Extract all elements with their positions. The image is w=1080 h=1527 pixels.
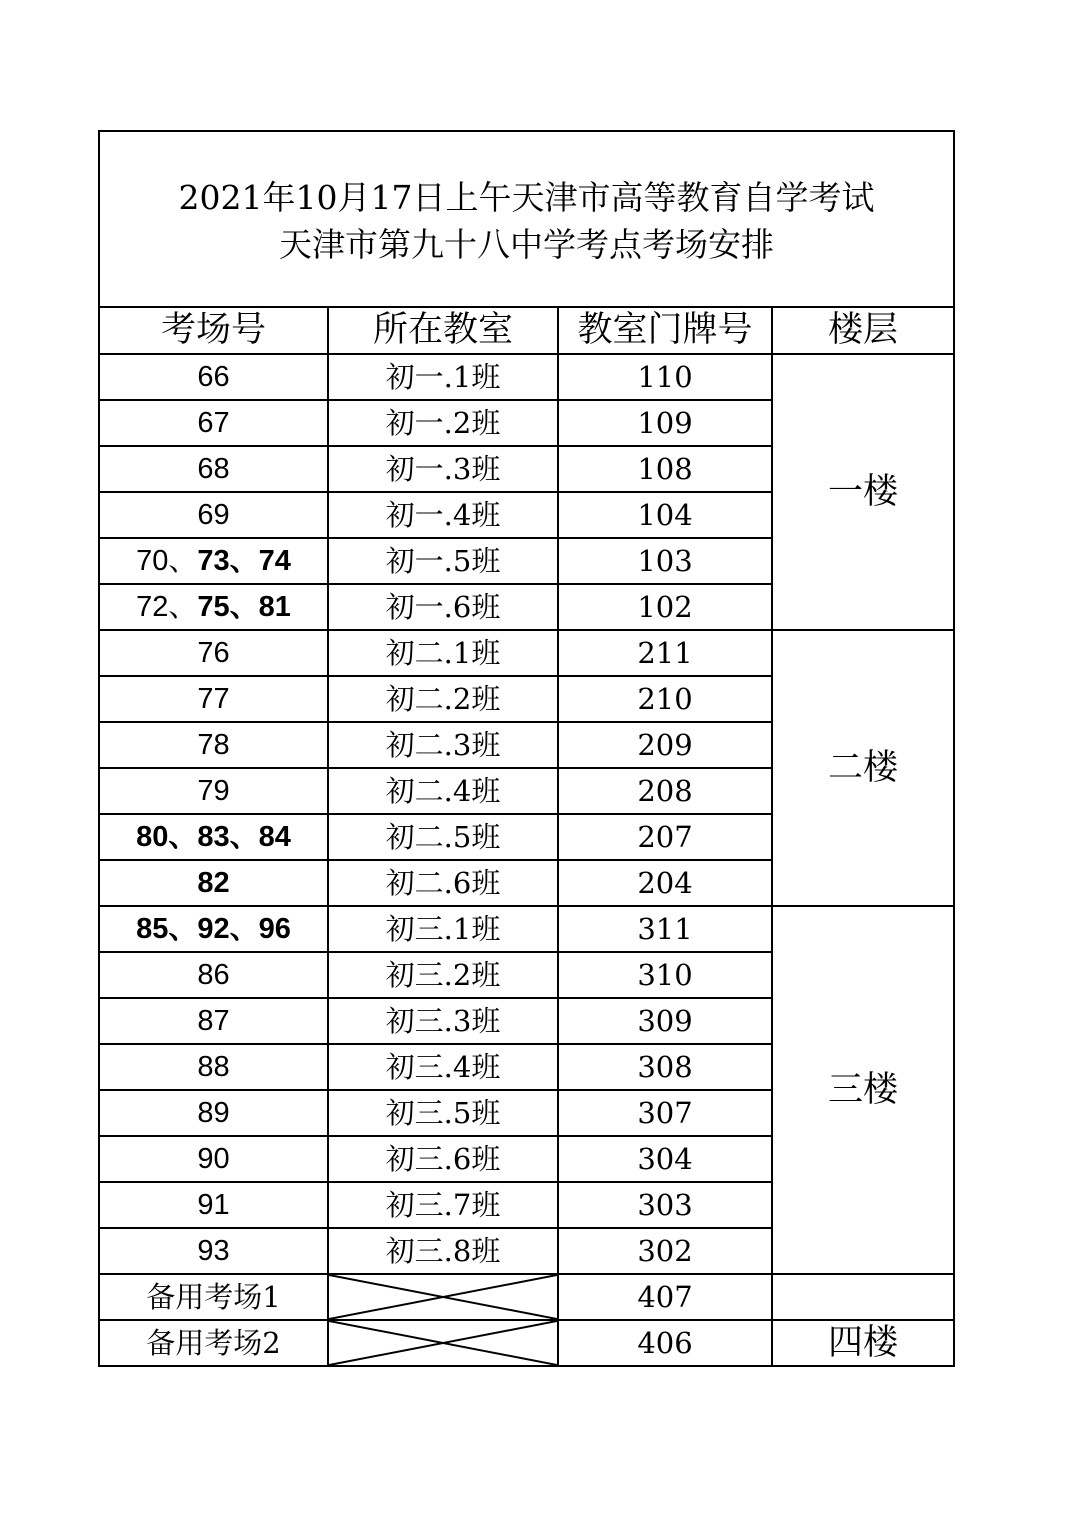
door-number-cell: 302	[558, 1228, 772, 1274]
room-number-cell	[99, 1228, 328, 1274]
room-number-cell	[99, 814, 328, 860]
classroom-cell: 初二.6班	[328, 860, 558, 906]
crossed-out-cell	[328, 1320, 558, 1366]
classroom-cell: 初三.5班	[328, 1090, 558, 1136]
classroom-cell: 初二.2班	[328, 676, 558, 722]
spare-room-label: 备用考场2	[99, 1320, 328, 1366]
room-number-plain: 72、	[136, 591, 198, 623]
room-number-plain: 66	[197, 361, 230, 393]
room-number-plain: 77	[197, 683, 230, 715]
classroom-cell: 初三.7班	[328, 1182, 558, 1228]
door-number-cell: 310	[558, 952, 772, 998]
room-number-plain: 86	[197, 959, 230, 991]
room-number-cell	[99, 538, 328, 584]
door-number-cell: 308	[558, 1044, 772, 1090]
classroom-cell: 初三.6班	[328, 1136, 558, 1182]
room-number-cell	[99, 952, 328, 998]
table-row	[99, 906, 954, 952]
door-number-cell: 110	[558, 354, 772, 400]
room-number-plain: 93	[197, 1235, 230, 1267]
table-row	[99, 630, 954, 676]
room-number-plain: 91	[197, 1189, 230, 1221]
document-title	[99, 131, 954, 307]
room-number-plain: 67	[197, 407, 230, 439]
exam-room-arrangement-table	[98, 130, 955, 1367]
door-number-cell: 407	[558, 1274, 772, 1320]
classroom-cell: 初一.4班	[328, 492, 558, 538]
classroom-cell: 初二.5班	[328, 814, 558, 860]
room-number-cell	[99, 1182, 328, 1228]
room-number-plain: 70、	[136, 545, 198, 577]
room-number-cell	[99, 492, 328, 538]
classroom-cell: 初一.3班	[328, 446, 558, 492]
classroom-cell: 初三.4班	[328, 1044, 558, 1090]
classroom-cell: 初一.2班	[328, 400, 558, 446]
room-number-plain: 88	[197, 1051, 230, 1083]
header-floor: 楼层	[772, 307, 954, 354]
room-number-cell	[99, 354, 328, 400]
classroom-cell: 初一.1班	[328, 354, 558, 400]
door-number-cell: 102	[558, 584, 772, 630]
room-number-plain: 79	[197, 775, 230, 807]
room-number-plain: 68	[197, 453, 230, 485]
room-number-cell	[99, 584, 328, 630]
room-number-cell	[99, 1136, 328, 1182]
spare-room-row	[99, 1274, 954, 1320]
room-number-plain: 76	[197, 637, 230, 669]
door-number-cell: 207	[558, 814, 772, 860]
door-number-cell: 204	[558, 860, 772, 906]
header-classroom: 所在教室	[328, 307, 558, 354]
classroom-cell: 初一.5班	[328, 538, 558, 584]
classroom-cell: 初三.8班	[328, 1228, 558, 1274]
door-number-cell: 309	[558, 998, 772, 1044]
room-number-plain: 78	[197, 729, 230, 761]
spare-room-label: 备用考场1	[99, 1274, 328, 1320]
classroom-cell: 初一.6班	[328, 584, 558, 630]
room-number-bold: 80、83、84	[136, 821, 291, 853]
crossed-out-cell	[328, 1274, 558, 1320]
classroom-cell: 初二.3班	[328, 722, 558, 768]
door-number-cell: 307	[558, 1090, 772, 1136]
spare-room-row	[99, 1320, 954, 1366]
door-number-cell: 109	[558, 400, 772, 446]
room-number-plain: 69	[197, 499, 230, 531]
room-number-bold: 75、81	[197, 591, 291, 623]
classroom-cell: 初三.2班	[328, 952, 558, 998]
title-line-1: 2021年10月17日上午天津市高等教育自学考试	[178, 178, 875, 217]
door-number-cell: 311	[558, 906, 772, 952]
door-number-cell: 406	[558, 1320, 772, 1366]
room-number-cell	[99, 722, 328, 768]
room-number-plain: 87	[197, 1005, 230, 1037]
title-row	[99, 131, 954, 307]
floor-cell-second: 二楼	[772, 630, 954, 906]
floor-cell-third: 三楼	[772, 906, 954, 1274]
room-number-cell	[99, 906, 328, 952]
door-number-cell: 103	[558, 538, 772, 584]
table-row	[99, 354, 954, 400]
room-number-bold: 73、74	[197, 545, 291, 577]
title-line-2: 天津市第九十八中学考点考场安排	[279, 225, 775, 264]
door-number-cell: 211	[558, 630, 772, 676]
door-number-cell: 303	[558, 1182, 772, 1228]
door-number-cell: 304	[558, 1136, 772, 1182]
floor-cell-fourth: 四楼	[772, 1320, 954, 1366]
door-number-cell: 210	[558, 676, 772, 722]
room-number-cell	[99, 676, 328, 722]
classroom-cell: 初三.1班	[328, 906, 558, 952]
room-number-cell	[99, 860, 328, 906]
header-room-number: 考场号	[99, 307, 328, 354]
door-number-cell: 104	[558, 492, 772, 538]
room-number-bold: 82	[197, 867, 230, 899]
door-number-cell: 209	[558, 722, 772, 768]
room-number-plain: 89	[197, 1097, 230, 1129]
room-number-bold: 85、92、96	[136, 913, 291, 945]
cross-mark	[329, 1321, 557, 1365]
room-number-cell	[99, 768, 328, 814]
cross-mark	[329, 1275, 557, 1319]
floor-cell-empty	[772, 1274, 954, 1320]
room-number-cell	[99, 998, 328, 1044]
classroom-cell: 初二.1班	[328, 630, 558, 676]
classroom-cell: 初二.4班	[328, 768, 558, 814]
header-door-number: 教室门牌号	[558, 307, 772, 354]
floor-cell-first: 一楼	[772, 354, 954, 630]
door-number-cell: 108	[558, 446, 772, 492]
room-number-cell	[99, 1090, 328, 1136]
room-number-cell	[99, 446, 328, 492]
door-number-cell: 208	[558, 768, 772, 814]
room-number-cell	[99, 630, 328, 676]
room-number-cell	[99, 1044, 328, 1090]
room-number-cell	[99, 400, 328, 446]
room-number-plain: 90	[197, 1143, 230, 1175]
header-row	[99, 307, 954, 354]
classroom-cell: 初三.3班	[328, 998, 558, 1044]
